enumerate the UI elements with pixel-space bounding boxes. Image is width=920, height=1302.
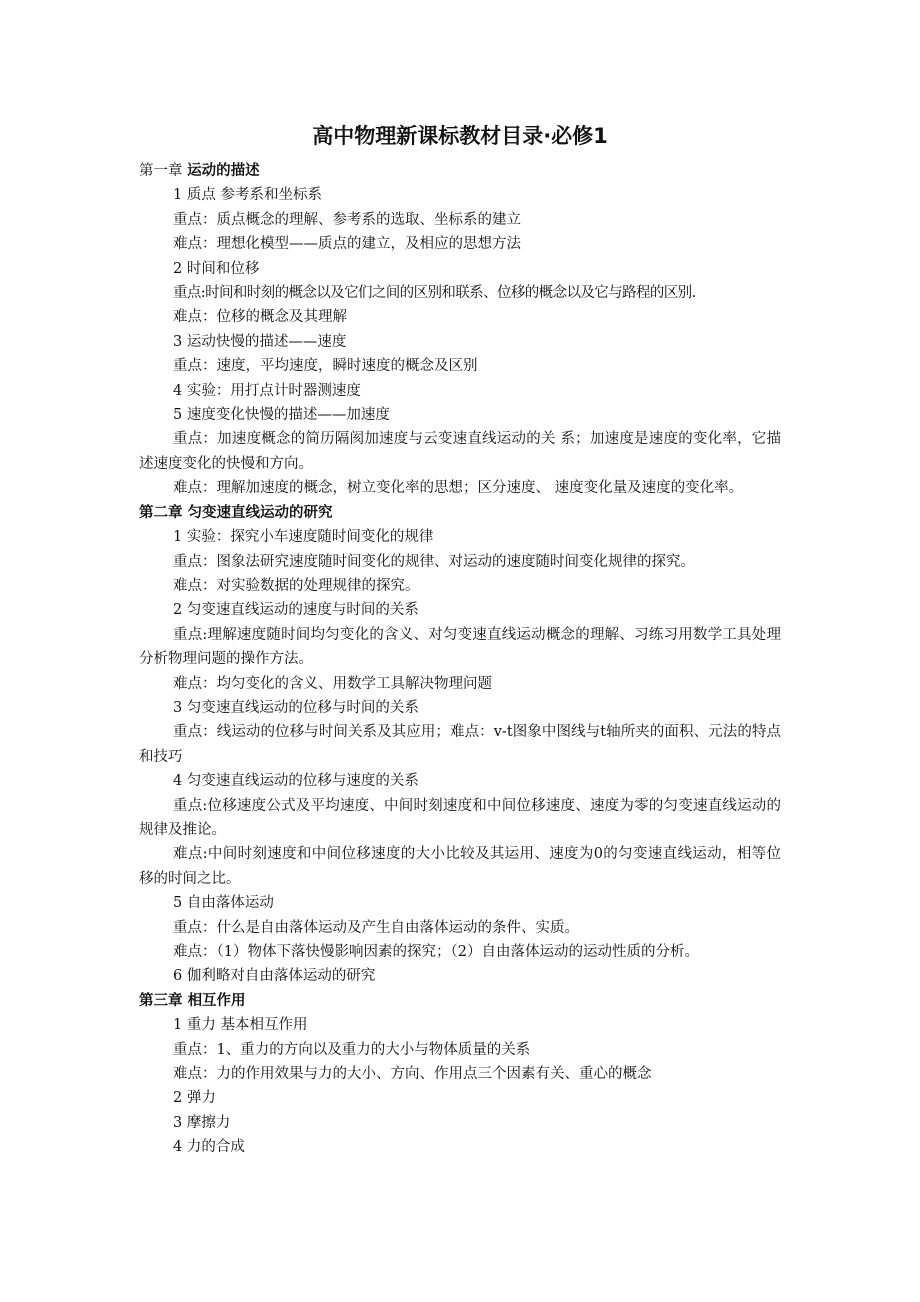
chapter-prefix: 第三章: [139, 992, 183, 1009]
section-heading: 1 质点 参考系和坐标系: [173, 187, 322, 204]
chapter-name: 运动的描述: [187, 163, 260, 179]
section-note: 难点：（1）物体下落快慢影响因素的探究；（2）自由落体运动的运动性质的分析。: [173, 944, 699, 960]
section-note: 难点：理解加速度的概念，树立变化率的思想；区分速度、 速度变化量及速度的变化率。: [173, 480, 744, 497]
section-note: 重点：质点概念的理解、参考系的选取、坐标系的建立: [173, 211, 521, 228]
chapter-prefix: 第一章: [139, 163, 183, 179]
chapter-heading: [139, 159, 781, 183]
section-heading: 4 匀变速直线运动的位移与速度的关系: [173, 773, 419, 790]
section-heading: 2 弹力: [173, 1090, 216, 1107]
section-note: 重点：加速度概念的简历隔阂加速度与云变速直线运动的关 系；加速度是速度的变化率，它描述速度变化的快慢和方向。: [139, 431, 781, 472]
chapter-name: 相互作用: [187, 992, 246, 1009]
section-note: 重点:时间和时刻的概念以及它们之间的区别和联系、位移的概念以及它与路程的区别.: [173, 285, 696, 302]
page-title: 高中物理新课标教材目录·必修1: [312, 124, 608, 148]
section-note: 难点：均匀变化的含义、用数学工具解决物理问题: [173, 675, 492, 692]
section-note: 重点：速度，平均速度，瞬时速度的概念及区别: [173, 358, 478, 375]
section-heading: 3 匀变速直线运动的位移与时间的关系: [173, 699, 419, 716]
section-heading: 4 实验：用打点计时器测速度: [173, 382, 361, 399]
section-note: 重点：图象法研究速度随时间变化的规律、对运动的速度随时间变化规律的探究。: [173, 553, 695, 570]
section-note: 重点：线运动的位移与时间关系及其应用；难点：v-t图象中图线与t轴所夹的面积、元法的特点和技巧: [139, 724, 781, 765]
section-heading: 5 速度变化快慢的描述——加速度: [173, 407, 390, 424]
section-note: 难点：位移的概念及其理解: [173, 309, 347, 326]
chapter-heading: [139, 501, 781, 525]
section-note: 难点:中间时刻速度和中间位移速度的大小比较及其运用、速度为0的匀变速直线运动，相等位移的时间之比。: [139, 846, 781, 887]
section-note: 重点：什么是自由落体运动及产生自由落体运动的条件、实质。: [173, 919, 579, 936]
section-heading: 1 重力 基本相互作用: [173, 1017, 308, 1034]
chapter-name: 匀变速直线运动的研究: [187, 504, 333, 521]
section-note: 重点：1、重力的方向以及重力的大小与物体质量的关系: [173, 1041, 531, 1058]
toc-content: [139, 159, 781, 1160]
section-heading: 2 匀变速直线运动的速度与时间的关系: [173, 602, 419, 619]
section-heading: 3 运动快慢的描述——速度: [173, 333, 347, 350]
section-heading: 5 自由落体运动: [173, 895, 274, 912]
section-note: 难点：对实验数据的处理规律的探究。: [173, 577, 420, 594]
section-heading: 3 摩擦力: [173, 1114, 231, 1131]
chapter-prefix: 第二章: [139, 504, 183, 521]
chapter-heading: [139, 989, 781, 1013]
section-note: 难点：理想化模型——质点的建立，及相应的思想方法: [173, 236, 521, 253]
section-heading: 6 伽利略对自由落体运动的研究: [173, 968, 376, 985]
section-heading: 2 时间和位移: [173, 260, 260, 277]
section-heading: 4 力的合成: [173, 1139, 245, 1156]
section-note: 重点:位移速度公式及平均速度、中间时刻速度和中间位移速度、速度为零的匀变速直线运动的规律及推论。: [139, 797, 781, 838]
section-heading: 1 实验：探究小车速度随时间变化的规律: [173, 529, 434, 546]
section-note: 重点:理解速度随时间均匀变化的含义、对匀变速直线运动概念的理解、习练习用数学工具处理分析物理问题的操作方法。: [139, 626, 781, 668]
section-note: 难点：力的作用效果与力的大小、方向、作用点三个因素有关、重心的概念: [173, 1066, 652, 1083]
